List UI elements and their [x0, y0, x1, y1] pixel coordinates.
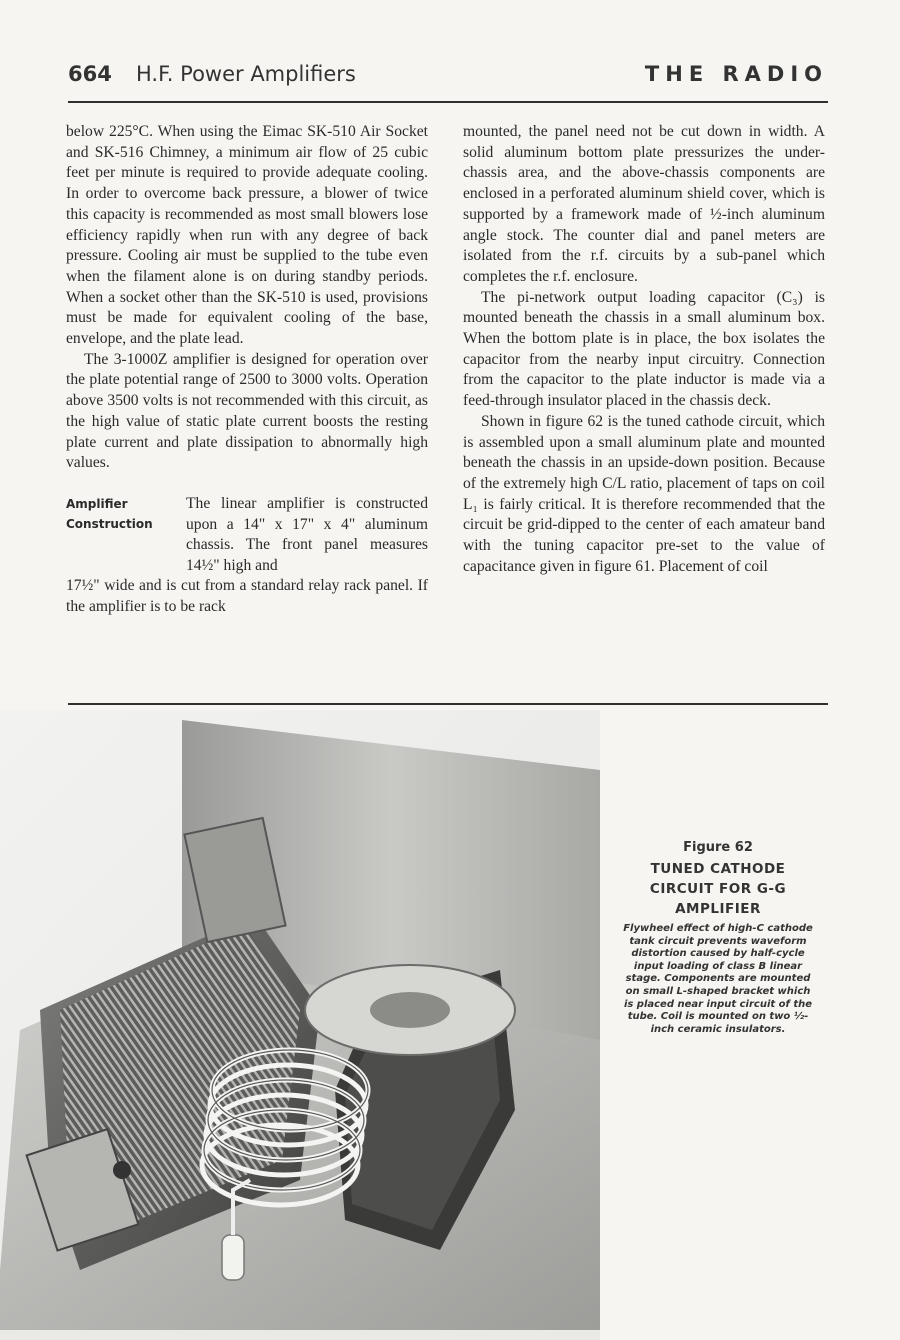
right-column [463, 122, 825, 577]
figure-number: Figure 62 [683, 840, 753, 855]
capacitor-shaft [113, 1161, 131, 1179]
switch-hub [370, 992, 450, 1028]
left-paragraph-3: 17½" wide and is cut from a standard relay rack panel. If the amplifier is to be rack [66, 576, 428, 615]
page-number: 664 [68, 62, 112, 86]
figure-title: TUNED CATHODE CIRCUIT FOR G-G AMPLIFIER [649, 861, 787, 917]
section-title: H.F. Power Amplifiers [136, 62, 356, 86]
construction-subhead [66, 494, 428, 576]
left-paragraph-2: The 3-1000Z amplifier is designed for operation over the plate potential range of 2500 to 3000 volts. Operation above 3500 volts is not recommended with this circuit, as the high value of static plate current boosts the resting plate current and plate dissipation to abnormally high values. [66, 350, 428, 472]
figure-caption [618, 838, 818, 1036]
ceramic-insulator [222, 1235, 244, 1280]
left-column [66, 122, 428, 617]
tuned-cathode-circuit-photo [0, 710, 600, 1340]
text-bottom-rule [68, 703, 828, 705]
book-title: THE RADIO [644, 62, 828, 86]
figure-caption-text: Flywheel effect of high-C cathode tank circuit prevents waveform distortion caused by half-cycle input loading of class B linear stage. Components are mounted on small L-shaped bracket which is placed near input circuit of the tube. Coil is mounted on two ½-inch ceramic insulators. [623, 923, 813, 1035]
right-paragraph-1: mounted, the panel need not be cut down in width. A solid aluminum bottom plate pressurizes the under-chassis area, and the above-chassis components are enclosed in a perforated aluminum shield cover, which is supported by a framework made of ½-inch aluminum angle stock. The counter dial and panel meters are isolated from the r.f. circuits by a sub-panel which completes the r.f. enclosure. [463, 123, 825, 285]
left-paragraph-1: below 225°C. When using the Eimac SK-510 Air Socket and SK-516 Chimney, a minimum air flow of 25 cubic feet per minute is required to provide adequate cooling. In order to overcome back pressure, a blower of twice this capacity is recommended as most small blowers lose efficiency rapidly when run with any degree of back pressure. Cooling air must be supplied to the tube even when the filament alone is on during standby periods. When a socket other than the SK-510 is used, provisions must be made for equivalent cooling of the base, envelope, and the plate lead. [66, 123, 428, 348]
header-rule [68, 101, 828, 103]
subhead-text: The linear amplifier is constructed upon a 14" x 17" x 4" aluminum chassis. The front panel measures 14½" high and [186, 494, 428, 575]
subhead-label: Amplifier Construction [66, 496, 153, 531]
right-paragraph-3: Shown in figure 62 is the tuned cathode circuit, which is assembled upon a small aluminum plate and mounted beneath the chassis in an upside-down position. Because of the extremely high C/L ratio, placement of taps on coil L₁ is fairly critical. It is therefore recommended that the circuit be grid-dipped to the center of each amateur band with the tuning capacitor pre-set to the value of capacitance given in figure 61. Placement of coil [463, 412, 825, 575]
page-header [68, 62, 828, 96]
right-paragraph-2: The pi-network output loading capacitor (C₃) is mounted beneath the chassis in a small aluminum box. When the bottom plate is in place, the box isolates the capacitor from the nearby input circuitry. Connection from the capacitor to the plate inductor is made via a feed-through insulator placed in the chassis deck. [463, 288, 825, 410]
